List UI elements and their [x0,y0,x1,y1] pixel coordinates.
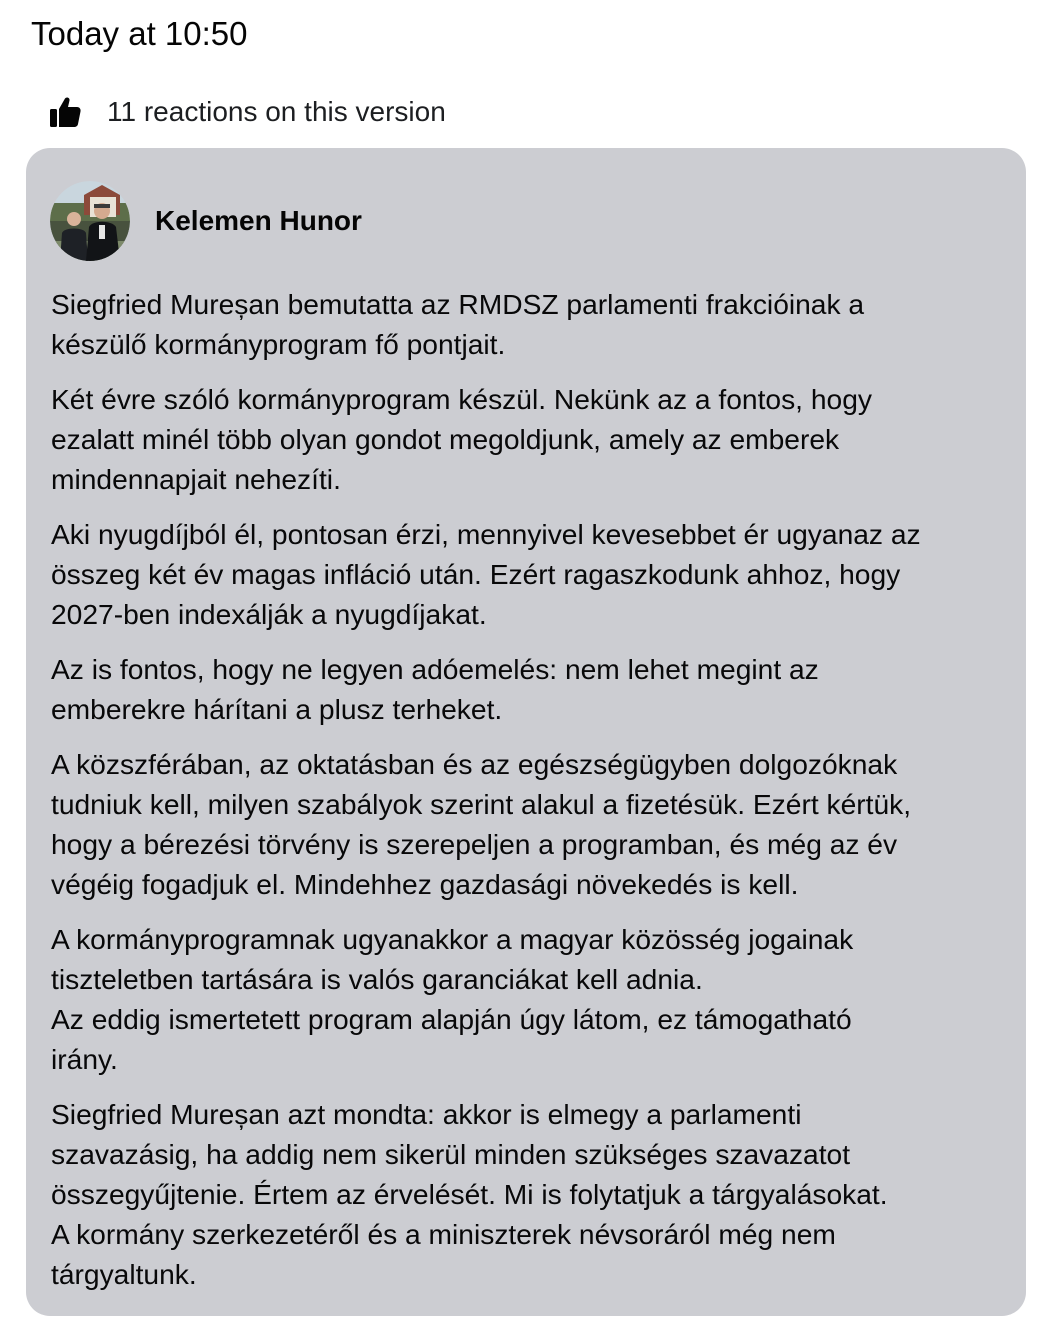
reactions-count-text: 11 reactions on this version [107,96,446,127]
post-body [51,284,1011,1309]
edit-timestamp: Today at 10:50 [31,15,248,52]
reactions-summary[interactable] [48,92,446,132]
post-paragraph: Két évre szóló kormányprogram készül. Nekünk az a fontos, hogy ezalatt minél több olyan gondot megoldjunk, amely az emberek mindennapjait nehezíti. [51,383,872,495]
post-paragraph: Siegfried Mureșan bemutatta az RMDSZ parlamenti frakcióinak a készülő kormányprogram fő pontjait. [51,288,865,360]
post-author-row [50,181,362,261]
post-paragraph: A kormányprogramnak ugyanakkor a magyar közösség jogainak tiszteletben tartására is valós garanciákat kell adnia. Az eddig ismertetett program alapján úgy látom, ez támogatható irány. [51,923,854,1075]
post-paragraph: Siegfried Mureșan azt mondta: akkor is elmegy a parlamenti szavazásig, ha addig nem sikerül minden szükséges szavazatot összegyűjtenie. Értem az érvelését. Mi is folytatjuk a tárgyalásokat. A kormány szerkezetéről és a miniszterek névsoráról még nem tárgyaltunk. [51,1098,888,1290]
author-avatar[interactable] [50,181,130,261]
post-version-card [26,148,1026,1316]
author-name[interactable]: Kelemen Hunor [155,205,362,236]
post-paragraph: Az is fontos, hogy ne legyen adóemelés: nem lehet megint az emberekre hárítani a plusz terheket. [51,653,819,725]
post-paragraph: Aki nyugdíjból él, pontosan érzi, mennyivel kevesebbet ér ugyanaz az összeg két év magas infláció után. Ezért ragaszkodunk ahhoz, hogy 2027-ben indexálják a nyugdíjakat. [51,518,921,630]
like-icon [48,95,82,129]
post-paragraph: A közszférában, az oktatásban és az egészségügyben dolgozóknak tudniuk kell, milyen szabályok szerint alakul a fizetésük. Ezért kértük, hogy a bérezési törvény is szerepeljen a programban, és még az év végéig fogadjuk el. Mindehhez gazdasági növekedés is kell. [51,748,912,900]
